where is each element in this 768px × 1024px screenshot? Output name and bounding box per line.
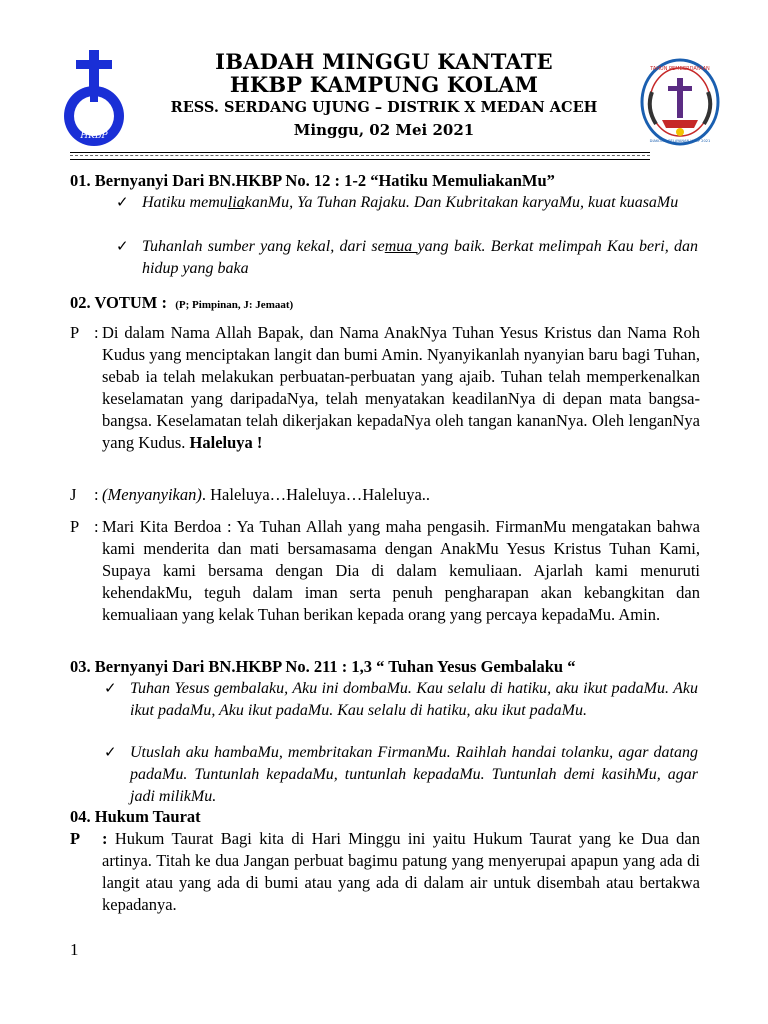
service-title: IBADAH MINGGU KANTATE <box>215 49 553 74</box>
checkmark-bullet-icon: ✓ <box>116 239 129 255</box>
section-01-verse-2: ✓ Tuhanlah sumber yang kekal, dari semua yang baik. Berkat melimpah Kau beri, dan hidup yang baka <box>116 238 699 277</box>
prayer-text: Mari Kita Berdoa : Ya Tuhan Allah yang maha pengasih. FirmanMu mengatakan bahwa kami menderita dan mati bersamasama dengan AnakMu Yesus Kristus Tuhan Kami, Supaya kami bersama dengan Dia di dalam kemuliaan. Ajarlah kami menuruti kehendakMu, teguh dalam iman serta penuh pengharapan akan kebangkitan dan kemualiaan yang kelak Tuhan berikan kepada orang yang percaya kepadaMu. Amin. <box>102 517 700 624</box>
votum-title: 02. VOTUM : <box>70 293 167 312</box>
speaker-label: P <box>70 517 80 536</box>
diakonia-year-logo <box>640 58 720 146</box>
church-name: HKBP KAMPUNG KOLAM <box>229 72 539 97</box>
votum-note: (P; Pimpinan, J: Jemaat) <box>175 299 294 311</box>
checkmark-bullet-icon: ✓ <box>104 681 117 697</box>
section-03-verse-1: ✓ Tuhan Yesus gembalaku, Aku ini dombaMu. Kau selalu di hatiku, aku ikut padaMu. Aku ikut padaMu, Aku ikut padaMu. Kau selalu di hatiku, aku ikut padaMu. <box>104 680 698 719</box>
votum-p1-text: Di dalam Nama Allah Bapak, dan Nama AnakNya Tuhan Yesus Kristus dan Nama Roh Kudus yang menciptakan langit dan bumi Amin. Nyanyikanlah nyanyian baru bagi Tuhan, sebab ia telah melakukan perbuatan-perbuatan yang ajaib. Tuhan telah memperkenalkan keselamatan yang daripadaNya, telah menyatakan keadilanNya di depan mata bangsa-bangsa. Keselamatan telah dikerjakan kepadaNya oleh tangan kananNya. Oleh lenganNya yang Kudus. Haleluya ! <box>102 323 700 452</box>
speaker-label: P <box>70 829 81 848</box>
checkmark-bullet-icon: ✓ <box>104 745 117 761</box>
section-03-title: 03. Bernyanyi Dari BN.HKBP No. 211 : 1,3 “ Tuhan Yesus Gembalaku “ <box>70 657 576 676</box>
logo-right-text-bottom: DIAKONIA PELAYANAN HKBP 2021 <box>649 139 711 143</box>
speaker-label: J <box>70 485 77 504</box>
page: HKBP IBADAH MINGGU KANTATE HKBP KAMPUNG KOLAM RESS. SERDANG UJUNG – DISTRIK X MEDAN ACEH Minggu, 02 Mei 2021 TAHUN PEMBERDAYAAN DIAKONIA PELAYANAN HKBP 2021 01. Bernyanyi Dari BN.HKBP No. 12 : 1-2 “Hatiku MemuliakanMu” ✓ Hatiku memuliakanMu, Ya Tuhan Rajaku. Dan Kubritakan karyaMu, kuat kuasaMu ✓ Tuhanlah sumber yang kekal, dari semua yang baik. Berkat melimpah Kau beri, dan hidup yang baka 02. VOTUM : (P; Pimpinan, J: Jemaat) P : Di dalam Nama Allah Bapak, dan Nama AnakNya Tuhan Yesus Kristus dan Nama Roh Kudus yang menciptakan langit dan bumi Amin. Nyanyikanlah nyanyian baru bagi Tuhan, sebab ia telah melakukan perbuatan-perbuatan yang ajaib. Tuhan telah memperkenalkan keselamatan yang daripadaNya, telah menyatakan keadilanNya di depan mata bangsa-bangsa. Keselamatan telah dikerjakan kepadaNya oleh tangan kananNya. Oleh lenganNya yang Kudus. Haleluya ! J : (Menyanyikan). Haleluya…Haleluya…Haleluya.. P : Mari Kita Berdoa : Ya Tuhan Allah yang maha pengasih. FirmanMu mengatakan bahwa kami menderita dan mati bersamasama dengan AnakMu Yesus Kristus Tuhan Kami, Supaya kami bersama dengan Dia di dalam kemuliaan. Ajarlah kami menuruti kehendakMu, teguh dalam iman serta penuh pengharapan akan kebangkitan dan kemualiaan yang kelak Tuhan berikan kepada orang yang percaya kepadaMu. Amin. 03. Bernyanyi Dari BN.HKBP No. 211 : 1,3 “ Tuhan Yesus Gembalaku “ ✓ Tuhan Yesus gembalaku, Aku ini dombaMu. Kau selalu di hatiku, aku ikut padaMu. Aku ikut padaMu, Aku ikut padaMu. Kau selalu di hatiku, aku ikut padaMu. ✓ Utuslah aku hambaMu, membritakan FirmanMu. Raihlah handai tolanku, agar datang padaMu. Tuntunlah kepadaMu, tuntunlah kepadaMu. Tuntunlah demi kasihMu, agar jadi milikMu. 04. Hukum Taurat P : Hukum Taurat Bagi kita di Hari Minggu ini yaitu Hukum Taurat yang ke Dua dan artinya. Titah ke dua Jangan perbuat bagimu patung yang menyerupai apapun yang ada di langit atau yang ada di bumi atau yang ada di dalam air untuk disembah atau bertakwa kepadanya. 1 <box>0 0 768 1024</box>
district-line: RESS. SERDANG UJUNG – DISTRIK X MEDAN ACEH <box>170 99 598 116</box>
hkbp-logo <box>58 50 130 152</box>
section-04-title: 04. Hukum Taurat <box>70 807 201 826</box>
page-number: 1 <box>70 940 79 959</box>
votum-j1-text: (Menyanyikan). Haleluya…Haleluya…Haleluya.. <box>102 485 431 504</box>
logo-right-text-top: TAHUN PEMBERDAYAAN <box>650 66 710 72</box>
section-01-title: 01. Bernyanyi Dari BN.HKBP No. 12 : 1-2 “Hatiku MemuliakanMu” <box>70 171 555 190</box>
service-date: Minggu, 02 Mei 2021 <box>293 121 475 139</box>
document-header <box>150 50 618 141</box>
logo-left-text: HKBP <box>80 131 108 141</box>
section-03-verse-2: ✓ Utuslah aku hambaMu, membritakan FirmanMu. Raihlah handai tolanku, agar datang padaMu. Tuntunlah kepadaMu, tuntunlah kepadaMu. Tuntunlah demi kasihMu, agar jadi milikMu. <box>104 744 698 805</box>
header-divider <box>70 152 650 160</box>
checkmark-bullet-icon: ✓ <box>116 195 129 211</box>
law-text: : Hukum Taurat Bagi kita di Hari Minggu ini yaitu Hukum Taurat yang ke Dua dan artinya. Titah ke dua Jangan perbuat bagimu patung yang menyerupai apapun yang ada di langit atau yang ada di bumi atau yang ada di dalam air untuk disembah atau bertakwa kepadanya. <box>102 829 700 914</box>
section-02-title <box>70 292 293 316</box>
section-01-verse-1: ✓ Hatiku memuliakanMu, Ya Tuhan Rajaku. Dan Kubritakan karyaMu, kuat kuasaMu <box>142 192 698 214</box>
votum-p1: P : Di dalam Nama Allah Bapak, dan Nama AnakNya Tuhan Yesus Kristus dan Nama Roh Kudus yang menciptakan langit dan bumi Amin. Nyanyikanlah nyanyian baru bagi Tuhan, sebab ia telah melakukan perbuatan-perbuatan yang ajaib. Tuhan telah memperkenalkan keselamatan yang daripadaNya, telah menyatakan keadilanNya di depan mata bangsa-bangsa. Keselamatan telah dikerjakan kepadaNya oleh tangan kananNya. Oleh lenganNya yang Kudus. Haleluya ! <box>70 323 700 452</box>
speaker-label: P <box>70 323 80 342</box>
